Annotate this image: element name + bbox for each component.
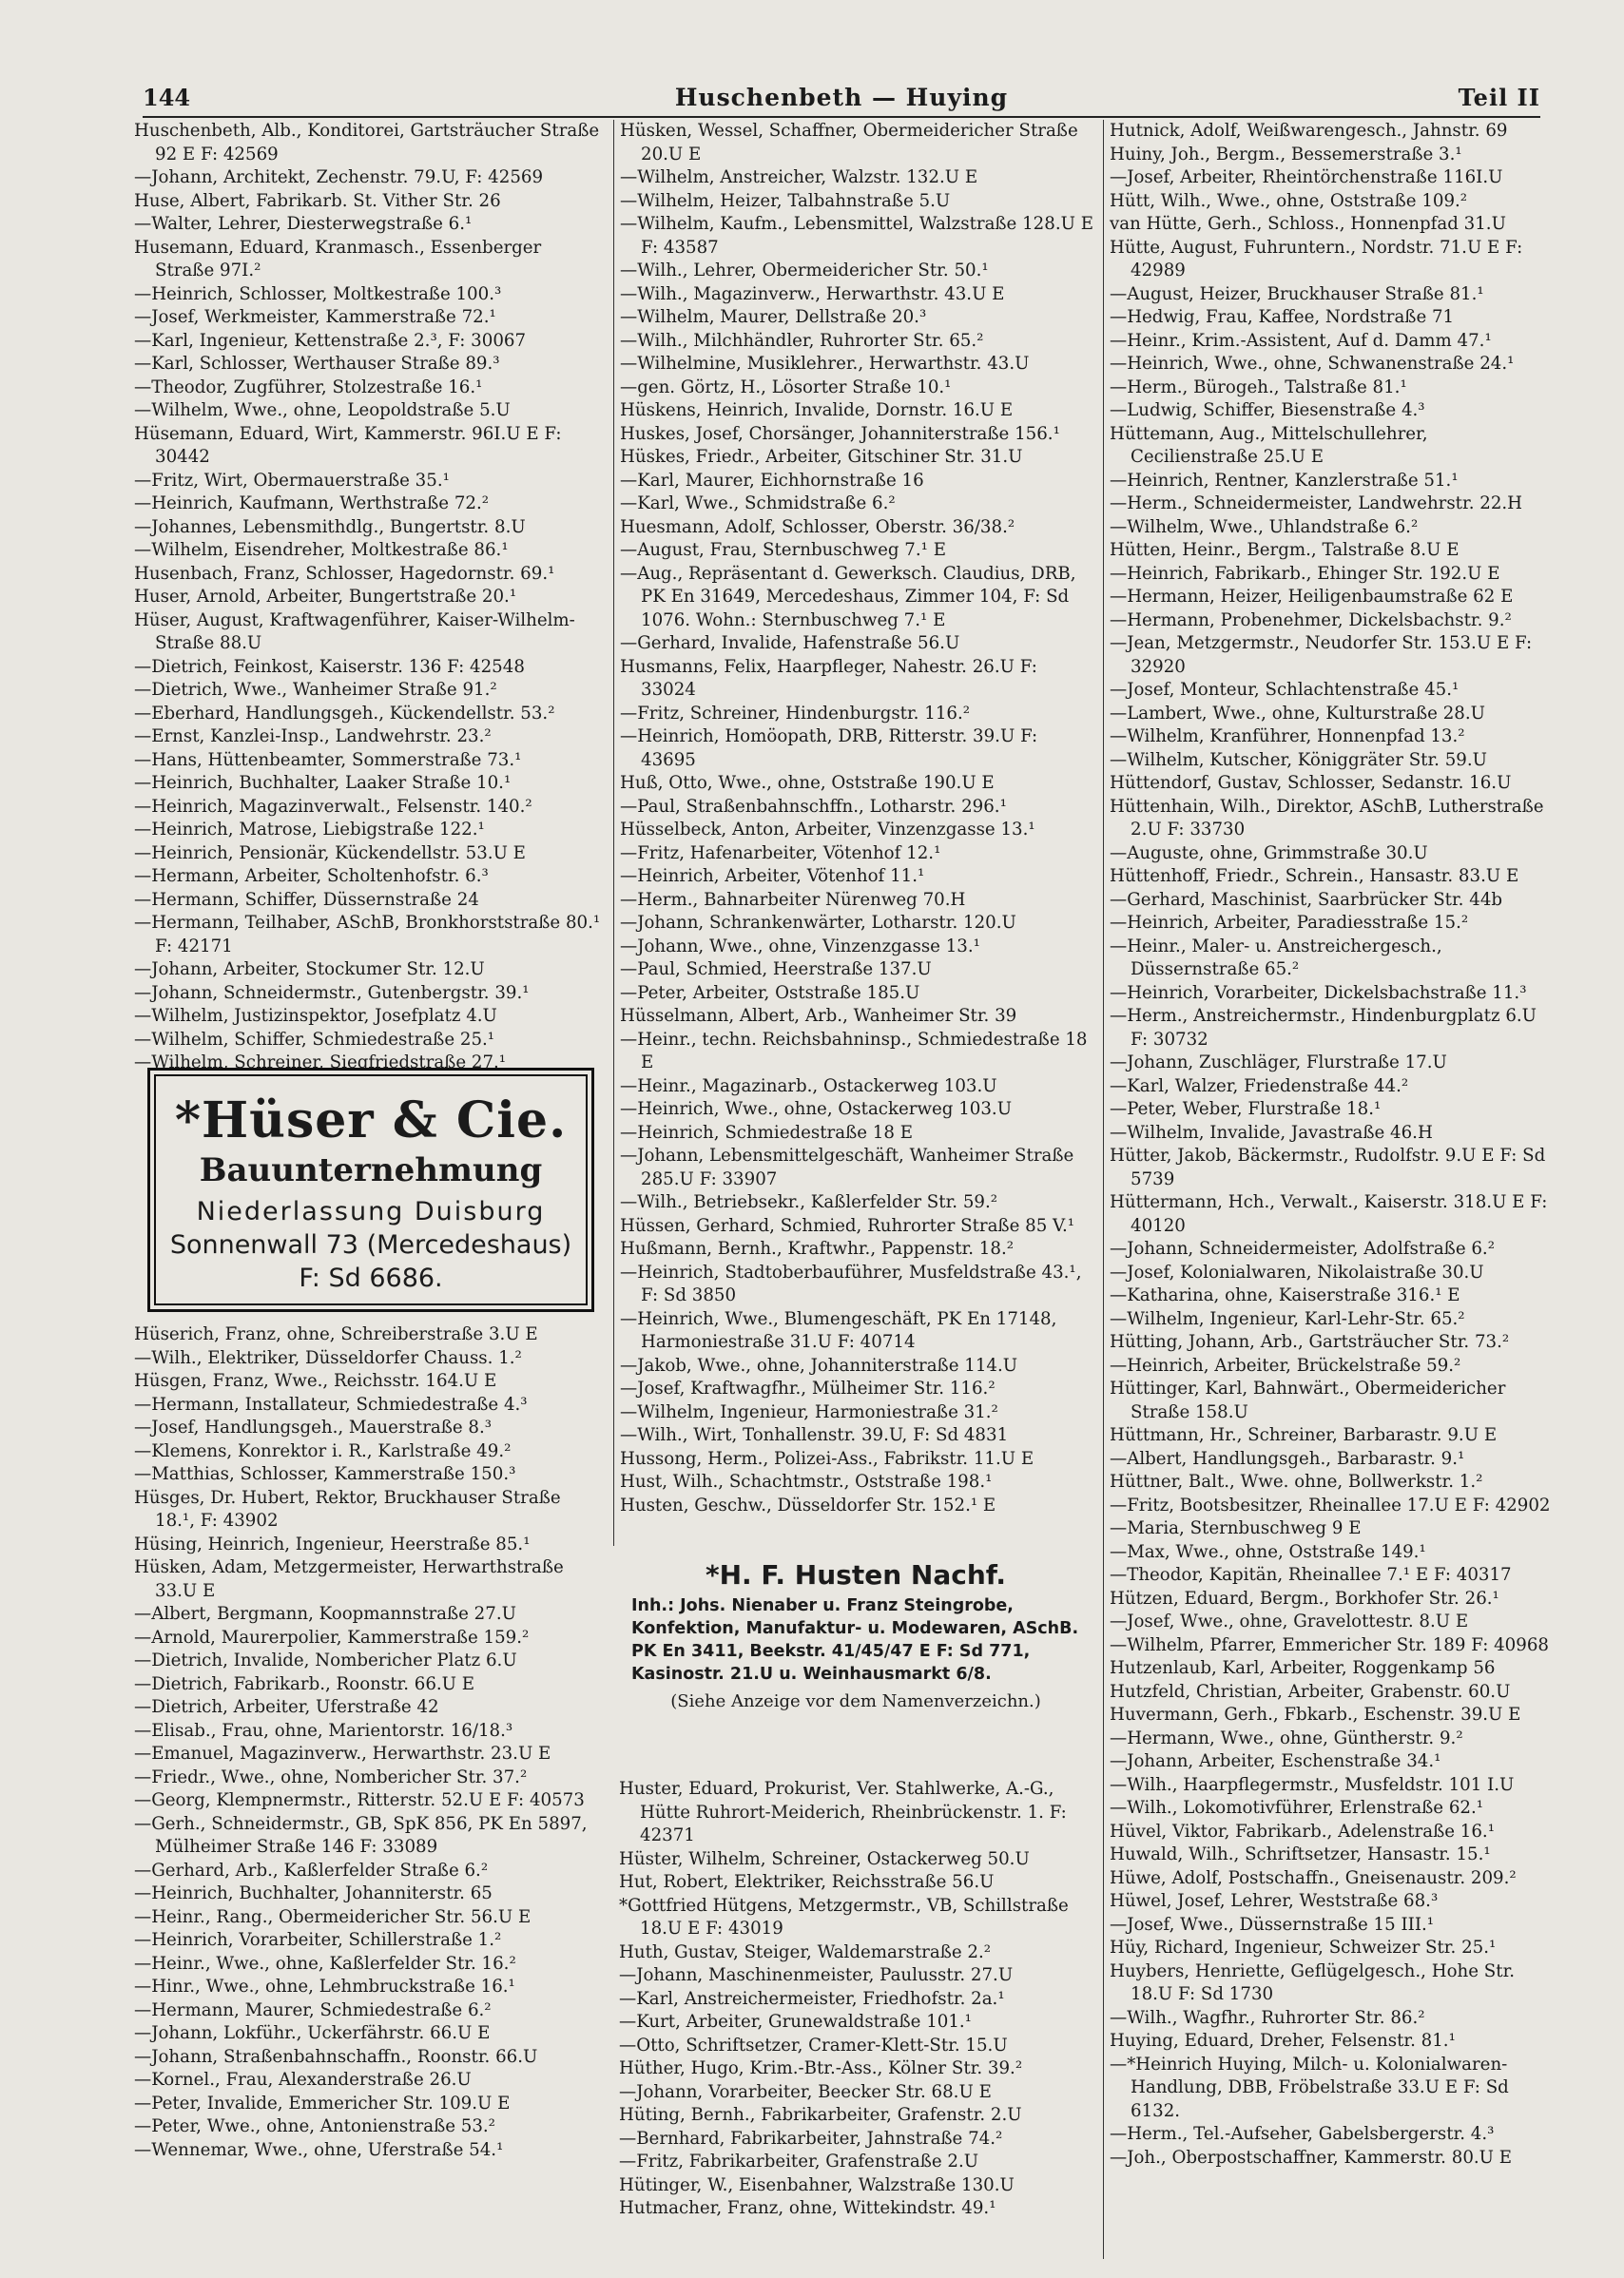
directory-entry: —Peter, Weber, Flurstraße 18.¹ bbox=[1110, 1099, 1382, 1119]
directory-entry: —Wilhelm, Kranführer, Honnenpfad 13.² bbox=[1110, 726, 1465, 746]
directory-entry: —Gerhard, Maschinist, Saarbrücker Str. 44b bbox=[1110, 889, 1503, 910]
directory-entry: Hüsges, Dr. Hubert, Rektor, Bruckhauser Straße 18.¹, F: 43902 bbox=[134, 1487, 561, 1531]
directory-entry: —Karl, Wwe., Schmidstraße 6.² bbox=[620, 493, 896, 513]
directory-entry: Hüster, Wilhelm, Schreiner, Ostackerweg 50.U bbox=[619, 1848, 1030, 1869]
directory-entry: —Wilhelm, Pfarrer, Emmericher Str. 189 F: 40968 bbox=[1110, 1634, 1549, 1655]
directory-entry: —Otto, Schriftsetzer, Cramer-Klett-Str. 15.U bbox=[619, 2035, 1008, 2056]
directory-entry: Hütte, August, Fuhruntern., Nordstr. 71.U E F: 42989 bbox=[1110, 237, 1523, 280]
directory-entry: Hüser, August, Kraftwagenführer, Kaiser-Wilhelm-Straße 88.U bbox=[134, 609, 575, 653]
ad-branch: Niederlassung Duisburg bbox=[196, 1197, 546, 1226]
directory-entry: —Aug., Repräsentant d. Gewerksch. Claudius, DRB, PK En 31649, Mercedeshaus, Zimmer 104, F: Sd 1076. Wohn.: Sternbuschweg 7.¹ E bbox=[620, 563, 1076, 630]
directory-entry: —Eberhard, Handlungsgeh., Kückendellstr. 53.² bbox=[134, 703, 555, 724]
directory-entry: —Wilhelm, Wwe., ohne, Leopoldstraße 5.U bbox=[134, 400, 511, 420]
directory-entry: —Heinr., Maler- u. Anstreichergesch., Düssernstraße 65.² bbox=[1110, 936, 1442, 979]
directory-entry: Husenbach, Franz, Schlosser, Hagedornstr. 69.¹ bbox=[134, 563, 555, 584]
directory-entry: Hüskes, Friedr., Arbeiter, Gitschiner Str. 31.U bbox=[620, 447, 1023, 467]
ad-note: (Siehe Anzeige vor dem Namenverzeichn.) bbox=[670, 1691, 1041, 1711]
directory-entry: Hüting, Bernh., Fabrikarbeiter, Grafenstr. 2.U bbox=[619, 2105, 1022, 2125]
directory-entry: —Johann, Zuschläger, Flurstraße 17.U bbox=[1110, 1052, 1447, 1072]
directory-entry: Hüttenhoff, Friedr., Schrein., Hansastr. 83.U E bbox=[1110, 866, 1519, 886]
directory-entry: —Wilhelm, Ingenieur, Karl-Lehr-Str. 65.² bbox=[1110, 1308, 1465, 1329]
directory-entry: —Wilhelmine, Musiklehrer., Herwarthstr. 43.U bbox=[620, 354, 1030, 374]
running-head: Huschenbeth — Huying bbox=[674, 84, 1009, 111]
directory-entry: —Heinr., Krim.-Assistent, Auf d. Damm 47.¹ bbox=[1110, 330, 1492, 351]
advertisement-husten bbox=[618, 1559, 1093, 1711]
directory-entry: —Dietrich, Wwe., Wanheimer Straße 91.² bbox=[134, 680, 497, 700]
directory-entry: —Heinrich, Matrose, Liebigstraße 122.¹ bbox=[134, 820, 485, 840]
directory-entry: —Hans, Hüttenbeamter, Sommerstraße 73.¹ bbox=[134, 749, 522, 770]
directory-entry: —Elisab., Frau, ohne, Marientorstr. 16/18.³ bbox=[134, 1720, 513, 1741]
directory-entry: —Wilhelm, Schreiner, Siegfriedstraße 27.¹ bbox=[134, 1052, 507, 1072]
directory-entry: Huster, Eduard, Prokurist, Ver. Stahlwerke, A.-G., Hütte Ruhrort-Meiderich, Rheinbrückenstr. 1. F: 42371 bbox=[619, 1779, 1067, 1845]
directory-entry: Hüsken, Adam, Metzgermeister, Herwarthstraße 33.U E bbox=[134, 1557, 564, 1601]
directory-entry: —Heinrich, Arbeiter, Vötenhof 11.¹ bbox=[620, 866, 925, 886]
directory-entry: —Heinrich, Buchhalter, Laaker Straße 10.¹ bbox=[134, 773, 512, 793]
directory-entry: Huesmann, Adolf, Schlosser, Oberstr. 36/38.² bbox=[620, 516, 1015, 537]
directory-entry: —Johann, Schrankenwärter, Lotharstr. 120.U bbox=[620, 913, 1016, 933]
directory-entry: —Matthias, Schlosser, Kammerstraße 150.³ bbox=[134, 1464, 516, 1484]
directory-entry: —Heinrich, Vorarbeiter, Schillerstraße 1.² bbox=[134, 1930, 502, 1950]
directory-entry: —Theodor, Zugführer, Stolzestraße 16.¹ bbox=[134, 376, 483, 397]
directory-entry: —Dietrich, Feinkost, Kaiserstr. 136 F: 42548 bbox=[134, 656, 525, 677]
directory-entry: —Heinr., Rang., Obermeidericher Str. 56.U E bbox=[134, 1906, 532, 1927]
directory-entry: Hüvel, Viktor, Fabrikarb., Adelenstraße 16.¹ bbox=[1110, 1821, 1496, 1842]
ad-subtitle: Bauunternehmung bbox=[199, 1151, 543, 1189]
directory-entry: —Josef, Monteur, Schlachtenstraße 45.¹ bbox=[1110, 680, 1460, 700]
directory-entry: —August, Frau, Sternbuschweg 7.¹ E bbox=[620, 540, 947, 560]
directory-entry: —Karl, Walzer, Friedenstraße 44.² bbox=[1110, 1075, 1409, 1096]
directory-entry: Huschenbeth, Alb., Konditorei, Gartsträucher Straße 92 E F: 42569 bbox=[134, 121, 600, 164]
directory-entry: Hutmacher, Franz, ohne, Wittekindstr. 49.¹ bbox=[619, 2198, 996, 2218]
directory-entry: Hüttenhain, Wilh., Direktor, ASchB, Lutherstraße 2.U F: 33730 bbox=[1110, 796, 1544, 840]
entry-list bbox=[128, 120, 606, 1075]
directory-entry: —Herm., Anstreichermstr., Hindenburgplatz 6.U F: 30732 bbox=[1110, 1006, 1537, 1050]
directory-entry: Huvermann, Gerh., Fbkarb., Eschenstr. 39.U E bbox=[1110, 1705, 1521, 1725]
directory-entry: —Ernst, Kanzlei-Insp., Landwehrstr. 23.² bbox=[134, 726, 492, 746]
directory-entry: —Hermann, Heizer, Heiligenbaumstraße 62 E bbox=[1110, 587, 1514, 607]
ad-firm-name: *Hüser & Cie. bbox=[174, 1091, 568, 1149]
column-2-lower bbox=[613, 1778, 1093, 2221]
directory-entry: —Herm., Tel.-Aufseher, Gabelsbergerstr. 4.³ bbox=[1110, 2124, 1495, 2144]
directory-entry: —Johann, Schneidermeister, Adolfstraße 6.² bbox=[1110, 1239, 1496, 1259]
directory-entry: —Johann, Lokführ., Uckerfährstr. 66.U E bbox=[134, 2023, 491, 2043]
directory-entry: —Peter, Wwe., ohne, Antonienstraße 53.² bbox=[134, 2116, 495, 2136]
directory-entry: —Wilhelm, Kutscher, Königgräter Str. 59.U bbox=[1110, 749, 1487, 770]
directory-entry: —Johann, Straßenbahnschaffn., Roonstr. 66.U bbox=[134, 2046, 538, 2067]
directory-entry: —August, Heizer, Bruckhauser Straße 81.¹ bbox=[1110, 283, 1484, 304]
directory-entry: Hüttemann, Aug., Mittelschullehrer, Cecilienstraße 25.U E bbox=[1110, 423, 1428, 467]
directory-entry: —Karl, Maurer, Eichhornstraße 16 bbox=[620, 470, 924, 491]
part-label: Teil II bbox=[1458, 84, 1540, 111]
directory-entry: —Dietrich, Arbeiter, Uferstraße 42 bbox=[134, 1697, 439, 1717]
directory-entry: Huß, Otto, Wwe., ohne, Oststraße 190.U E bbox=[620, 773, 995, 793]
directory-entry: —Dietrich, Invalide, Nombericher Platz 6.U bbox=[134, 1651, 517, 1670]
directory-entry: Hussong, Herm., Polizei-Ass., Fabrikstr. 11.U E bbox=[620, 1448, 1034, 1469]
entry-list bbox=[1104, 120, 1551, 2170]
page-number: 144 bbox=[143, 84, 191, 111]
directory-entry: van Hütte, Gerh., Schloss., Honnenpfad 31.U bbox=[1110, 214, 1506, 234]
directory-entry: Hüssen, Gerhard, Schmied, Ruhrorter Straße 85 V.¹ bbox=[620, 1215, 1075, 1236]
directory-entry: —Gerh., Schneidermstr., GB, SpK 856, PK En 5897, Mülheimer Straße 146 F: 33089 bbox=[134, 1813, 588, 1857]
directory-entry: —Heinrich, Wwe., ohne, Schwanenstraße 24.¹ bbox=[1110, 354, 1515, 374]
directory-entry: Hutzenlaub, Karl, Arbeiter, Roggenkamp 56 bbox=[1110, 1658, 1496, 1678]
directory-entry: —Max, Wwe., ohne, Oststraße 149.¹ bbox=[1110, 1541, 1426, 1562]
directory-entry: —Hermann, Arbeiter, Scholtenhofstr. 6.³ bbox=[134, 866, 489, 886]
directory-entry: —Karl, Schlosser, Werthauser Straße 89.³ bbox=[134, 354, 500, 374]
directory-entry: Hüy, Richard, Ingenieur, Schweizer Str. 25.¹ bbox=[1110, 1938, 1497, 1958]
directory-entry: —Auguste, ohne, Grimmstraße 30.U bbox=[1110, 842, 1428, 863]
column-1-lower bbox=[128, 1323, 606, 2265]
directory-entry: —Ludwig, Schiffer, Biesenstraße 4.³ bbox=[1110, 400, 1425, 420]
directory-entry: —Herm., Schneidermeister, Landwehrstr. 22.H bbox=[1110, 493, 1523, 513]
directory-entry: —Heinrich, Schmiedestraße 18 E bbox=[620, 1122, 913, 1143]
entry-list bbox=[613, 1778, 1093, 2221]
directory-entry: —Klemens, Konrektor i. R., Karlstraße 49.² bbox=[134, 1440, 512, 1461]
directory-entry: —Wilh., Haarpflegermstr., Musfeldstr. 101 I.U bbox=[1110, 1774, 1515, 1795]
directory-entry: —Wilhelm, Ingenieur, Harmoniestraße 31.² bbox=[620, 1401, 998, 1422]
directory-entry: —Hermann, Probenehmer, Dickelsbachstr. 9.² bbox=[1110, 609, 1512, 630]
directory-entry: —Hedwig, Frau, Kaffee, Nordstraße 71 bbox=[1110, 307, 1455, 327]
directory-entry: Husmanns, Felix, Haarpfleger, Nahestr. 26.U F: 33024 bbox=[620, 656, 1037, 700]
directory-entry: Hüttner, Balt., Wwe. ohne, Bollwerkstr. 1.² bbox=[1110, 1472, 1483, 1492]
directory-entry: Hütting, Johann, Arb., Gartsträucher Str. 73.² bbox=[1110, 1332, 1510, 1352]
directory-entry: —Theodor, Kapitän, Rheinallee 7.¹ E F: 40317 bbox=[1110, 1565, 1512, 1585]
directory-entry: —Wilh., Milchhändler, Ruhrorter Str. 65.² bbox=[620, 330, 984, 351]
directory-entry: —Peter, Invalide, Emmericher Str. 109.U E bbox=[134, 2093, 511, 2114]
directory-entry: —Josef, Wwe., ohne, Gravelottestr. 8.U E bbox=[1110, 1612, 1469, 1631]
directory-entry: —Johann, Schneidermstr., Gutenbergstr. 39.¹ bbox=[134, 982, 530, 1003]
entry-list bbox=[128, 1323, 606, 2162]
column-3 bbox=[1103, 120, 1551, 2259]
page-header bbox=[143, 84, 1540, 118]
directory-entry: —Heinrich, Pensionär, Kückendellstr. 53.U E bbox=[134, 842, 526, 863]
directory-entry: —Heinr., Wwe., ohne, Kaßlerfelder Str. 16.² bbox=[134, 1953, 516, 1974]
directory-entry: —Jakob, Wwe., ohne, Johanniterstraße 114.U bbox=[620, 1355, 1018, 1376]
directory-entry: Huying, Eduard, Dreher, Felsenstr. 81.¹ bbox=[1110, 2031, 1456, 2051]
directory-entry: —Wilh., Wagfhr., Ruhrorter Str. 86.² bbox=[1110, 2007, 1425, 2028]
directory-entry: —Peter, Arbeiter, Oststraße 185.U bbox=[620, 982, 920, 1003]
directory-entry: Husten, Geschw., Düsseldorfer Str. 152.¹ E bbox=[620, 1495, 996, 1515]
directory-entry: —Heinrich, Wwe., Blumengeschäft, PK En 17148, Harmoniestraße 31.U F: 40714 bbox=[620, 1308, 1057, 1352]
directory-entry: —Heinrich, Arbeiter, Paradiesstraße 15.² bbox=[1110, 913, 1469, 933]
directory-entry: —Wilhelm, Maurer, Dellstraße 20.³ bbox=[620, 307, 927, 327]
directory-entry: —*Heinrich Huying, Milch- u. Kolonialwaren-Handlung, DBB, Fröbelstraße 33.U E F: Sd 6132. bbox=[1110, 2054, 1509, 2121]
directory-entry: —Friedr., Wwe., ohne, Nombericher Str. 37.² bbox=[134, 1766, 528, 1787]
directory-entry: —Josef, Handlungsgeh., Mauerstraße 8.³ bbox=[134, 1418, 493, 1438]
directory-entry: —Paul, Straßenbahnschffn., Lotharstr. 296.¹ bbox=[620, 796, 1007, 817]
directory-entry: Hutzfeld, Christian, Arbeiter, Grabenstr. 60.U bbox=[1110, 1681, 1511, 1702]
directory-entry: —Josef, Kraftwagfhr., Mülheimer Str. 116.² bbox=[620, 1379, 996, 1399]
directory-entry: Hüttendorf, Gustav, Schlosser, Sedanstr. 16.U bbox=[1110, 773, 1512, 793]
directory-entry: Hüttmann, Hr., Schreiner, Barbarastr. 9.U E bbox=[1110, 1425, 1498, 1445]
column-2 bbox=[613, 120, 1094, 1546]
directory-entry: —Wilh., Lehrer, Obermeidericher Str. 50.¹ bbox=[620, 261, 989, 280]
directory-entry: —Hermann, Schiffer, Düssernstraße 24 bbox=[134, 889, 479, 910]
directory-entry: —Fritz, Wirt, Obermauerstraße 35.¹ bbox=[134, 470, 450, 491]
directory-entry: Hüsing, Heinrich, Ingenieur, Heerstraße 85.¹ bbox=[134, 1534, 531, 1554]
directory-entry: —Karl, Anstreichermeister, Friedhofstr. 2a.¹ bbox=[619, 1988, 1005, 2009]
directory-entry: Hütinger, W., Eisenbahner, Walzstraße 130.U bbox=[619, 2174, 1015, 2195]
directory-entry: —Wilhelm, Invalide, Javastraße 46.H bbox=[1110, 1122, 1433, 1143]
directory-entry: —Heinrich, Fabrikarb., Ehinger Str. 192.U E bbox=[1110, 563, 1500, 584]
directory-entry: —Fritz, Hafenarbeiter, Vötenhof 12.¹ bbox=[620, 842, 941, 863]
directory-entry: —Maria, Sternbuschweg 9 E bbox=[1110, 1518, 1362, 1538]
directory-entry: —Paul, Schmied, Heerstraße 137.U bbox=[620, 959, 932, 979]
directory-entry: —Fritz, Fabrikarbeiter, Grafenstraße 2.U bbox=[619, 2152, 979, 2172]
directory-entry: —Wilhelm, Wwe., Uhlandstraße 6.² bbox=[1110, 516, 1419, 537]
directory-entry: Hüttinger, Karl, Bahnwärt., Obermeidericher Straße 158.U bbox=[1110, 1379, 1506, 1422]
directory-entry: Huybers, Henriette, Geflügelgesch., Hohe Str. 18.U F: Sd 1730 bbox=[1110, 1960, 1516, 2004]
directory-entry: —Josef, Arbeiter, Rheintörchenstraße 116I.U bbox=[1110, 167, 1503, 187]
directory-entry: Hut, Robert, Elektriker, Reichsstraße 56.U bbox=[619, 1872, 995, 1892]
directory-entry: —Herm., Bürogeh., Talstraße 81.¹ bbox=[1110, 376, 1407, 397]
directory-entry: —Johann, Wwe., ohne, Vinzenzgasse 13.¹ bbox=[620, 936, 980, 956]
directory-entry: —Lambert, Wwe., ohne, Kulturstraße 28.U bbox=[1110, 703, 1485, 724]
directory-entry: Hützen, Eduard, Bergm., Borkhofer Str. 26.¹ bbox=[1110, 1588, 1499, 1609]
directory-entry: —Dietrich, Fabrikarb., Roonstr. 66.U E bbox=[134, 1673, 475, 1694]
directory-entry: Hüsselmann, Albert, Arb., Wanheimer Str. 39 bbox=[620, 1006, 1017, 1026]
directory-entry: —Joh., Oberpostschaffner, Kammerstr. 80.U E bbox=[1110, 2147, 1513, 2168]
ad-firm-name: *H. F. Husten Nachf. bbox=[705, 1559, 1007, 1591]
directory-entry: Hüther, Hugo, Krim.-Btr.-Ass., Kölner Str. 39.² bbox=[619, 2058, 1023, 2078]
directory-entry: —Heinrich, Rentner, Kanzlerstraße 51.¹ bbox=[1110, 470, 1459, 491]
directory-entry: —Georg, Klempnermstr., Ritterstr. 52.U E F: 40573 bbox=[134, 1790, 585, 1810]
directory-entry: —Wilhelm, Kaufm., Lebensmittel, Walzstraße 128.U E F: 43587 bbox=[620, 214, 1093, 258]
directory-entry: —Wilhelm, Heizer, Talbahnstraße 5.U bbox=[620, 190, 951, 211]
directory-entry: —Johann, Arbeiter, Stockumer Str. 12.U bbox=[134, 959, 485, 979]
directory-entry: Huser, Arnold, Arbeiter, Bungertstraße 20.¹ bbox=[134, 587, 517, 607]
directory-entry: —Johann, Maschinenmeister, Paulusstr. 27.U bbox=[619, 1965, 1014, 1985]
directory-entry: —Gerhard, Arb., Kaßlerfelder Straße 6.² bbox=[134, 1860, 489, 1881]
directory-entry: —Hermann, Teilhaber, ASchB, Bronkhorststraße 80.¹ F: 42171 bbox=[134, 913, 601, 956]
directory-entry: Hüskens, Heinrich, Invalide, Dornstr. 16.U E bbox=[620, 400, 1014, 420]
directory-entry: —Fritz, Bootsbesitzer, Rheinallee 17.U E F: 42902 bbox=[1110, 1495, 1551, 1515]
directory-entry: —Heinrich, Magazinverwalt., Felsenstr. 140.² bbox=[134, 796, 532, 817]
directory-entry: —Johann, Lebensmittelgeschäft, Wanheimer Straße 285.U F: 33907 bbox=[620, 1146, 1074, 1189]
directory-entry: —Wilhelm, Eisendreher, Moltkestraße 86.¹ bbox=[134, 540, 509, 560]
directory-entry: —Wilh., Wirt, Tonhallenstr. 39.U, F: Sd 4831 bbox=[620, 1425, 1009, 1445]
directory-entry: —Heinrich, Homöopath, DRB, Ritterstr. 39.U F: 43695 bbox=[620, 726, 1038, 770]
entry-list bbox=[614, 120, 1094, 1517]
ad-text: Inh.: Johs. Nienaber u. Franz Steingrobe, Konfektion, Manufaktur- u. Modewaren, ASchB. PK En 3411, Beekstr. 41/45/47 E F: Sd 771, Kasinostr. 21.U u. Weinhausmarkt 6/8. bbox=[631, 1596, 1079, 1684]
directory-entry: —Wilhelm, Anstreicher, Walzstr. 132.U E bbox=[620, 167, 978, 187]
directory-entry: —Johannes, Lebensmithdlg., Bungertstr. 8.U bbox=[134, 516, 526, 537]
ad-phone: F: Sd 6686. bbox=[299, 1264, 443, 1293]
directory-entry: Hüwe, Adolf, Postschaffn., Gneisenaustr. 209.² bbox=[1110, 1867, 1517, 1888]
directory-entry: —Heinrich, Arbeiter, Brückelstraße 59.² bbox=[1110, 1355, 1461, 1376]
directory-entry: Huwald, Wilh., Schriftsetzer, Hansastr. 15.¹ bbox=[1110, 1844, 1491, 1864]
directory-entry: —Wilhelm, Justizinspektor, Josefplatz 4.U bbox=[134, 1006, 497, 1026]
directory-entry: —Katharina, ohne, Kaiserstraße 316.¹ E bbox=[1110, 1285, 1460, 1305]
directory-entry: Hüserich, Franz, ohne, Schreiberstraße 3.U E bbox=[134, 1324, 538, 1344]
directory-entry: —Herm., Bahnarbeiter Nürenweg 70.H bbox=[620, 889, 966, 910]
directory-entry: —Emanuel, Magazinverw., Herwarthstr. 23.U E bbox=[134, 1744, 551, 1764]
directory-entry: *Gottfried Hütgens, Metzgermstr., VB, Schillstraße 18.U E F: 43019 bbox=[619, 1895, 1069, 1939]
directory-entry: Hütten, Heinr., Bergm., Talstraße 8.U E bbox=[1110, 540, 1460, 560]
directory-entry: —Bernhard, Fabrikarbeiter, Jahnstraße 74.² bbox=[619, 2128, 1003, 2149]
directory-entry: —Hermann, Installateur, Schmiedestraße 4.³ bbox=[134, 1394, 528, 1415]
directory-entry: —Josef, Wwe., Düssernstraße 15 III.¹ bbox=[1110, 1914, 1435, 1935]
directory-entry: —Arnold, Maurerpolier, Kammerstraße 159.² bbox=[134, 1627, 530, 1648]
directory-entry: Huiny, Joh., Bergm., Bessemerstraße 3.¹ bbox=[1110, 144, 1462, 164]
directory-entry: Hußmann, Bernh., Kraftwhr., Pappenstr. 18.² bbox=[620, 1239, 1015, 1259]
advertisement-hueser bbox=[147, 1068, 594, 1312]
ad-address: Sonnenwall 73 (Mercedeshaus) bbox=[169, 1230, 572, 1260]
directory-entry: —Josef, Kolonialwaren, Nikolaistraße 30.U bbox=[1110, 1262, 1484, 1283]
directory-entry: —Heinr., Magazinarb., Ostackerweg 103.U bbox=[620, 1075, 997, 1096]
directory-entry: —Heinrich, Schlosser, Moltkestraße 100.³ bbox=[134, 283, 502, 304]
directory-entry: Huse, Albert, Fabrikarb. St. Vither Str. 26 bbox=[134, 190, 501, 211]
directory-entry: Hüsselbeck, Anton, Arbeiter, Vinzenzgasse 13.¹ bbox=[620, 820, 1035, 840]
directory-entry: Hüsken, Wessel, Schaffner, Obermeidericher Straße 20.U E bbox=[620, 121, 1078, 164]
directory-entry: —Karl, Ingenieur, Kettenstraße 2.³, F: 30067 bbox=[134, 330, 527, 351]
directory-entry: —Heinrich, Wwe., ohne, Ostackerweg 103.U bbox=[620, 1099, 1013, 1119]
directory-entry: —Gerhard, Invalide, Hafenstraße 56.U bbox=[620, 633, 960, 653]
directory-entry: Husemann, Eduard, Kranmasch., Essenberger Straße 97I.² bbox=[134, 237, 542, 280]
directory-entry: —Walter, Lehrer, Diesterwegstraße 6.¹ bbox=[134, 214, 473, 234]
directory-entry: Huth, Gustav, Steiger, Waldemarstraße 2.² bbox=[619, 1941, 992, 1962]
directory-entry: —Josef, Werkmeister, Kammerstraße 72.¹ bbox=[134, 307, 496, 327]
directory-entry: —Wilh., Magazinverw., Herwarthstr. 43.U E bbox=[620, 283, 1005, 304]
directory-entry: Hütt, Wilh., Wwe., ohne, Oststraße 109.² bbox=[1110, 190, 1468, 211]
directory-entry: Hüsemann, Eduard, Wirt, Kammerstr. 96I.U E F: 30442 bbox=[134, 423, 562, 467]
directory-entry: —Heinrich, Kaufmann, Werthstraße 72.² bbox=[134, 493, 490, 513]
directory-entry: —Johann, Arbeiter, Eschenstraße 34.¹ bbox=[1110, 1751, 1441, 1771]
directory-entry: —Johann, Architekt, Zechenstr. 79.U, F: 42569 bbox=[134, 167, 544, 187]
directory-entry: —Albert, Handlungsgeh., Barbarastr. 9.¹ bbox=[1110, 1448, 1465, 1469]
directory-entry: —Wilh., Lokomotivführer, Erlenstraße 62.¹ bbox=[1110, 1798, 1484, 1818]
directory-entry: Huskes, Josef, Chorsänger, Johanniterstraße 156.¹ bbox=[620, 423, 1060, 444]
directory-entry: —Wilhelm, Schiffer, Schmiedestraße 25.¹ bbox=[134, 1029, 495, 1050]
directory-entry: —Hermann, Maurer, Schmiedestraße 6.² bbox=[134, 1999, 492, 2020]
directory-entry: —Jean, Metzgermstr., Neudorfer Str. 153.U E F: 32920 bbox=[1110, 633, 1533, 677]
directory-entry: —gen. Görtz, H., Lösorter Straße 10.¹ bbox=[620, 376, 952, 397]
directory-entry: —Kurt, Arbeiter, Grunewaldstraße 101.¹ bbox=[619, 2012, 972, 2032]
directory-entry: —Fritz, Schreiner, Hindenburgstr. 116.² bbox=[620, 703, 971, 724]
directory-entry: Hütter, Jakob, Bäckermstr., Rudolfstr. 9.U E F: Sd 5739 bbox=[1110, 1146, 1546, 1189]
directory-entry: Hüwel, Josef, Lehrer, Weststraße 68.³ bbox=[1110, 1891, 1439, 1911]
directory-entry: Hust, Wilh., Schachtmstr., Oststraße 198.¹ bbox=[620, 1472, 993, 1492]
directory-entry: Hüttermann, Hch., Verwalt., Kaiserstr. 318.U E F: 40120 bbox=[1110, 1192, 1548, 1236]
directory-entry: —Heinrich, Vorarbeiter, Dickelsbachstraße 11.³ bbox=[1110, 982, 1527, 1003]
directory-entry: —Heinrich, Stadtoberbauführer, Musfeldstraße 43.¹, F: Sd 3850 bbox=[620, 1262, 1082, 1305]
directory-entry: —Wilh., Betriebsekr., Kaßlerfelder Str. 59.² bbox=[620, 1192, 998, 1212]
directory-entry: —Heinrich, Buchhalter, Johanniterstr. 65 bbox=[134, 1883, 493, 1903]
directory-entry: —Wilh., Elektriker, Düsseldorfer Chauss. 1.² bbox=[134, 1347, 522, 1368]
directory-entry: Hüsgen, Franz, Wwe., Reichsstr. 164.U E bbox=[134, 1371, 497, 1391]
directory-entry: —Wennemar, Wwe., ohne, Uferstraße 54.¹ bbox=[134, 2139, 504, 2160]
directory-entry: —Kornel., Frau, Alexanderstraße 26.U bbox=[134, 2070, 472, 2090]
directory-entry: —Hinr., Wwe., ohne, Lehmbruckstraße 16.¹ bbox=[134, 1977, 515, 1997]
directory-entry: —Albert, Bergmann, Koopmannstraße 27.U bbox=[134, 1604, 516, 1624]
directory-entry: Hutnick, Adolf, Weißwarengesch., Jahnstr. 69 bbox=[1110, 121, 1508, 141]
directory-entry: —Heinr., techn. Reichsbahninsp., Schmiedestraße 18 E bbox=[620, 1029, 1088, 1072]
directory-entry: —Johann, Vorarbeiter, Beecker Str. 68.U E bbox=[619, 2081, 992, 2102]
directory-entry: —Hermann, Wwe., ohne, Güntherstr. 9.² bbox=[1110, 1728, 1463, 1748]
